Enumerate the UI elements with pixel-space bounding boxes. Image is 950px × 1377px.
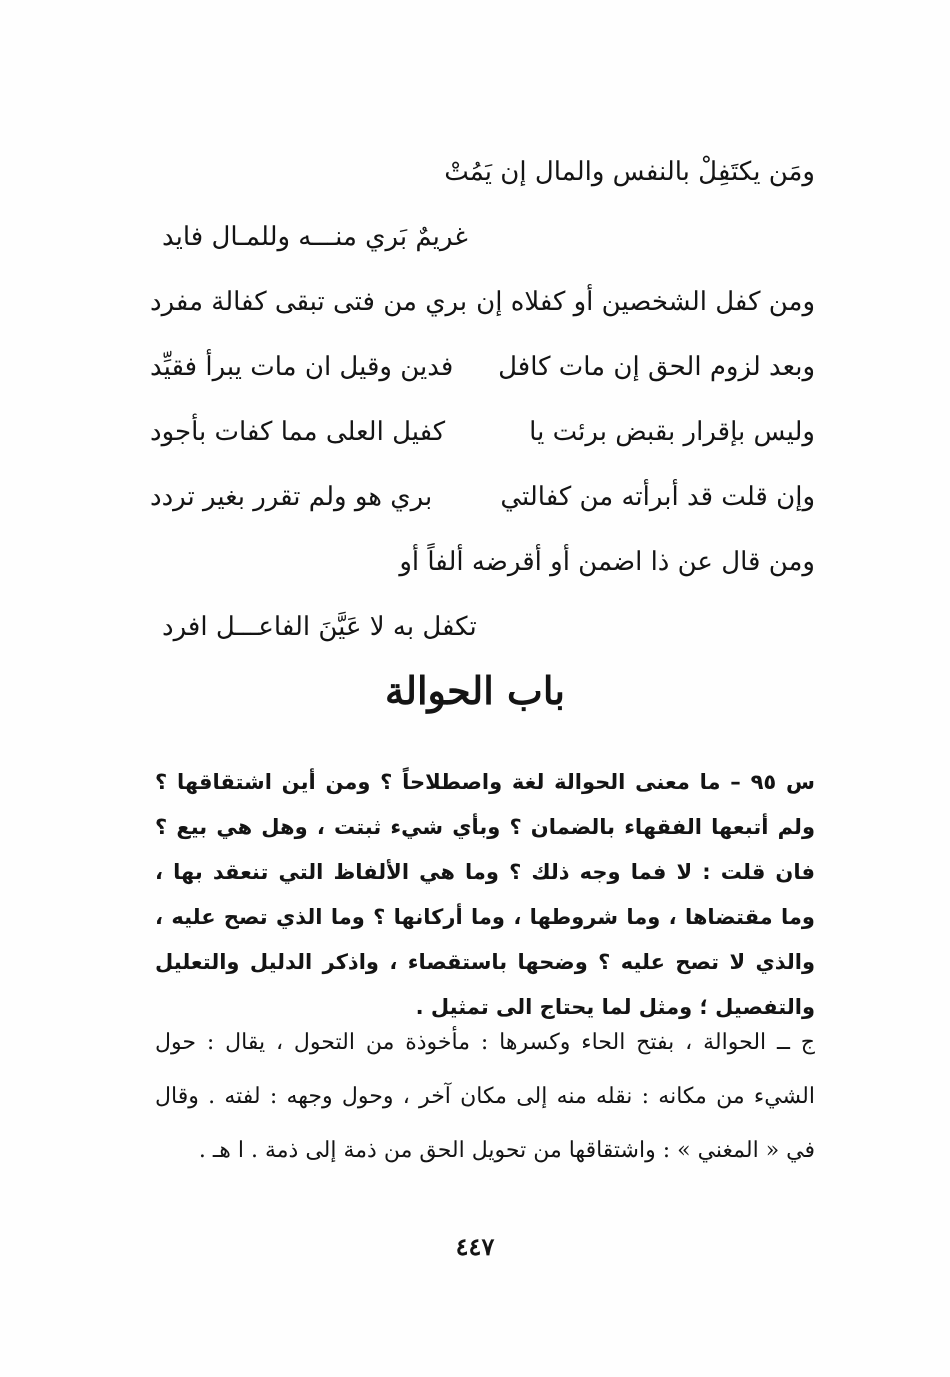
verse-line xyxy=(150,530,815,595)
verse-hemistich-second: بري من فتى تبقى كفالة مفرد xyxy=(150,286,468,317)
verse-hemistich-first: ومن كفل الشخصين أو كفلاه إن xyxy=(476,286,815,317)
verse-hemistich-first: ومَن يكتَفِلْ بالنفس والمال إن يَمُتْ xyxy=(444,156,815,187)
poem-block xyxy=(150,140,815,660)
verse-hemistich-first: وليس بإقرار بقبض برئت يا xyxy=(529,416,815,447)
verse-hemistich-second: تكفل به لا عَيَّنَ الفاعـــل افرد xyxy=(162,611,477,642)
chapter-title: باب الحوالة xyxy=(385,668,565,713)
verse-hemistich-second: فدين وقيل ان مات يبرأ فقيِّد xyxy=(150,351,454,382)
verse-line xyxy=(150,335,815,400)
verse-hemistich-first: وإن قلت قد أبرأته من كفالتي xyxy=(500,481,815,512)
verse-hemistich-second: بري هو ولم تقرر بغير تردد xyxy=(150,481,433,512)
page-number: ٤٤٧ xyxy=(455,1232,495,1261)
question-paragraph: س ٩٥ – ما معنى الحوالة لغة واصطلاحاً ؟ ومن أين اشتقاقها ؟ ولم أتبعها الفقهاء بالضمان ؟ وبأي شيء ثبتت ، وهل هي بيع ؟ فان قلت : لا فما وجه ذلك ؟ وما هي الألفاظ التي تنعقد بها ، وما مقتضاها ، وما شروطها ، وما أركانها ؟ وما الذي تصح عليه ، والذي لا تصح عليه ؟ وضحها باستقصاء ، واذكر الدليل والتعليل والتفصيل ؛ ومثل لما يحتاج الى تمثيل . xyxy=(155,770,815,1019)
answer-paragraph: ج ــ الحوالة ، بفتح الحاء وكسرها : مأخوذة من التحول ، يقال : حول الشيء من مكانه : نقله منه إلى مكان آخر ، وحول وجهه : لفته . وقال في « المغني » : واشتقاقها من تحويل الحق من ذمة إلى ذمة . ا هـ . xyxy=(155,1030,815,1163)
verse-line xyxy=(150,400,815,465)
verse-hemistich-second: غريمٌ بَري منـــه وللمـال فايد xyxy=(162,221,468,252)
verse-line xyxy=(150,140,815,205)
verse-hemistich-first: ومن قال عن ذا اضمن أو أقرضه ألفاً أو xyxy=(399,546,815,577)
verse-line xyxy=(150,205,815,270)
verse-hemistich-second: كفيل العلى مما كفات بأجود xyxy=(150,416,446,447)
verse-line xyxy=(150,270,815,335)
verse-line xyxy=(150,595,815,660)
verse-line xyxy=(150,465,815,530)
verse-hemistich-first: وبعد لزوم الحق إن مات كافل xyxy=(498,351,815,382)
